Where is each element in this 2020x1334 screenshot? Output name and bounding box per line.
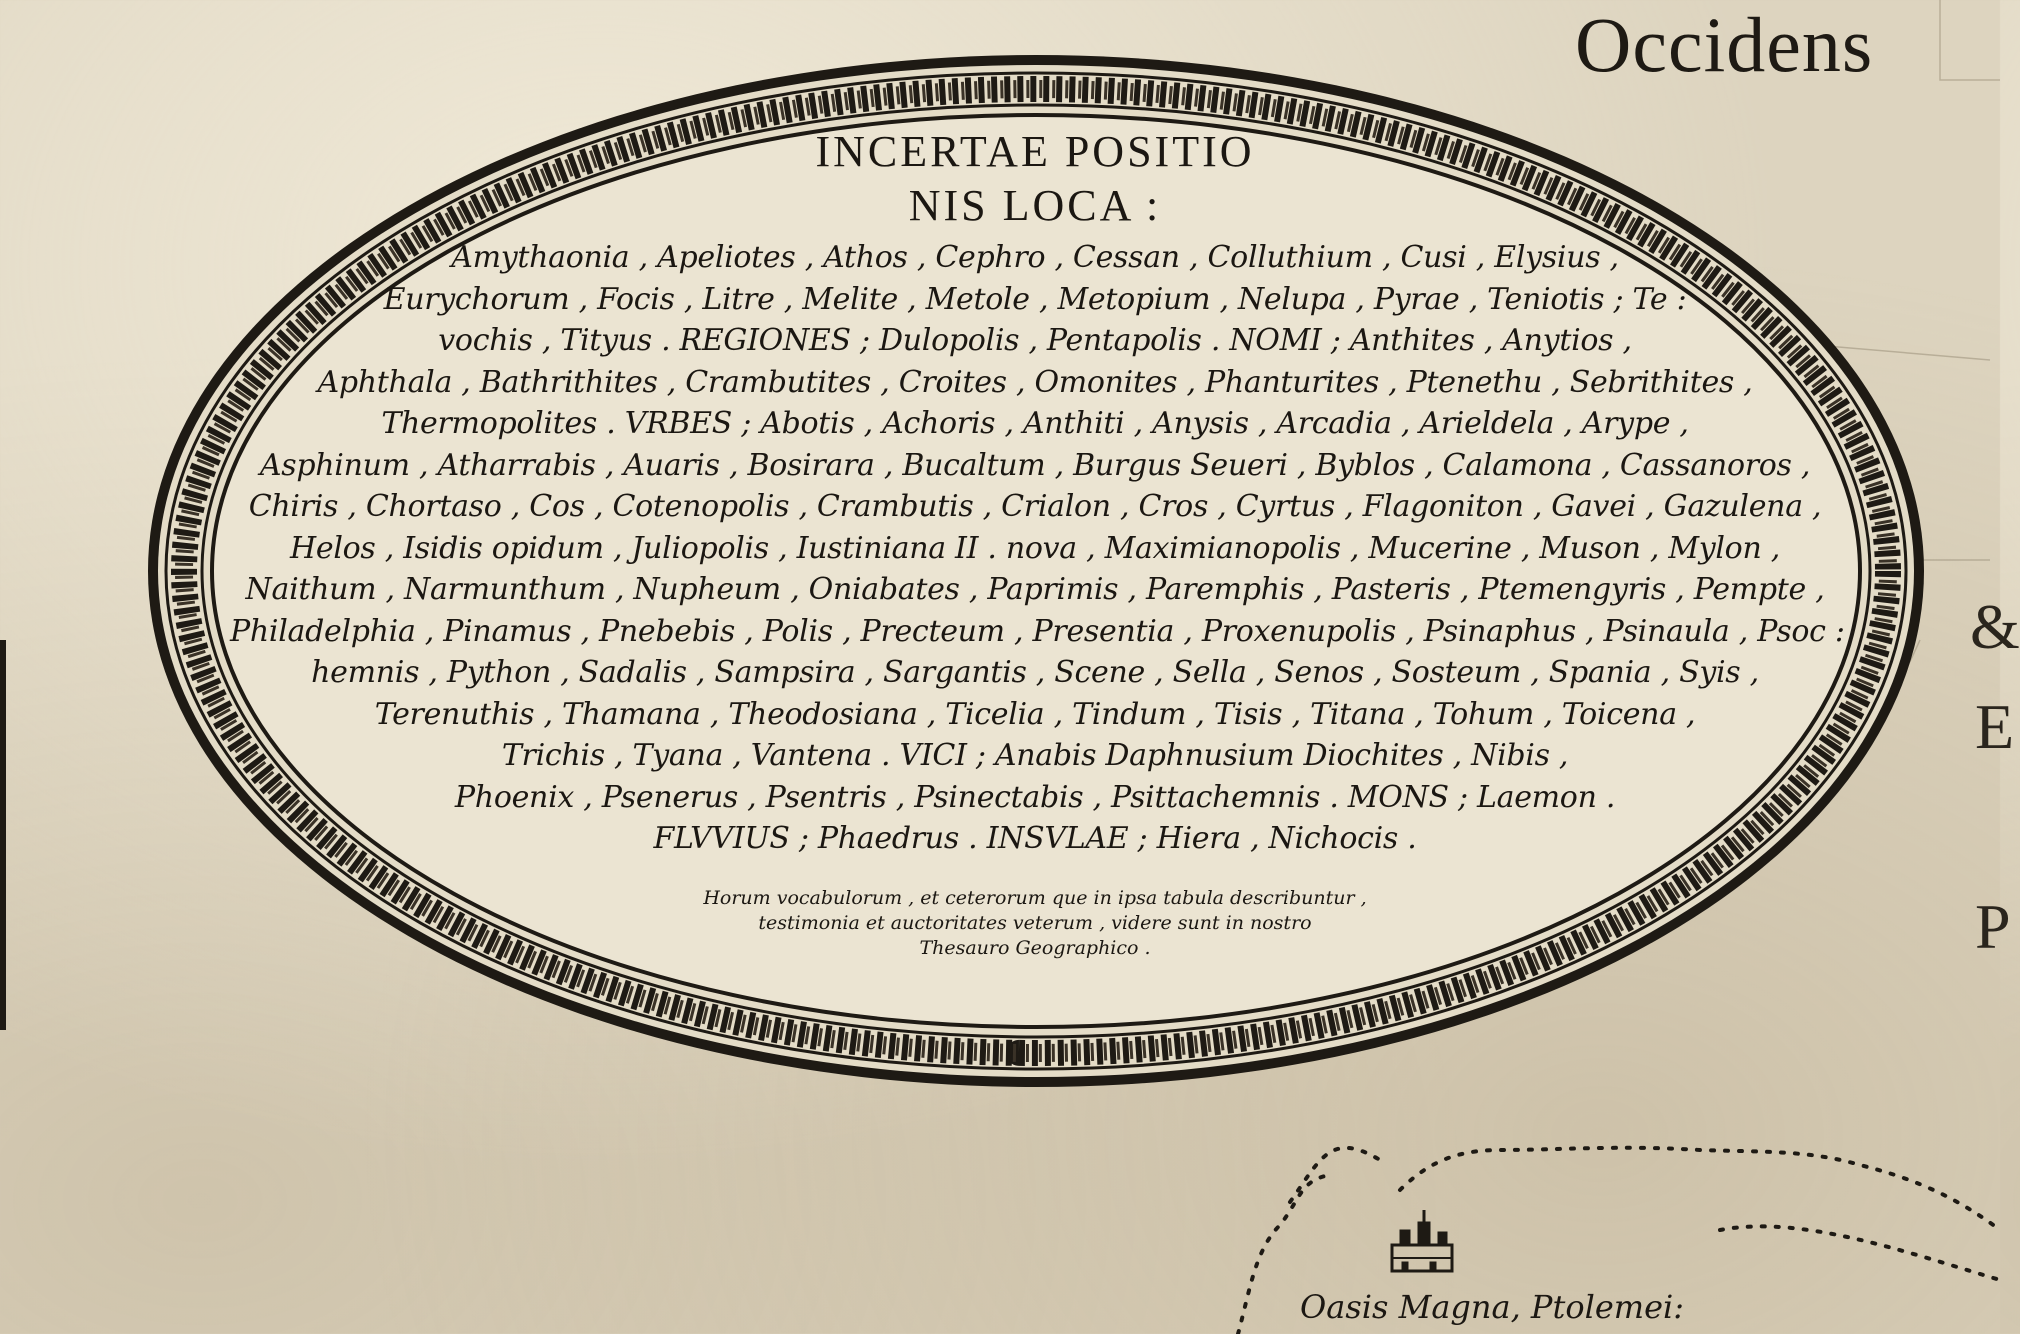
edge-letter-fragment: &	[1970, 591, 2020, 662]
place-name-line: vochis , Tityus . REGIONES ; Dulopolis , Pentapolis . NOMI ; Anthites , Anytios ,	[438, 323, 1632, 358]
map-border-rule	[0, 640, 6, 1030]
place-name-line: Asphinum , Atharrabis , Auaris , Bosirara , Bucaltum , Burgus Seueri , Byblos , Calamona , Cassanoros ,	[259, 447, 1811, 483]
place-name-line: Thermopolites . VRBES ; Abotis , Achoris , Anthiti , Anysis , Arcadia , Arieldela , Arype ,	[381, 406, 1689, 441]
place-name-line: Phoenix , Psenerus , Psentris , Psinectabis , Psittachemnis . MONS ; Laemon .	[454, 779, 1616, 815]
cartouche-text	[230, 125, 1845, 1085]
town-icon	[1392, 1210, 1452, 1271]
place-name-line: Terenuthis , Thamana , Theodosiana , Ticelia , Tindum , Tisis , Titana , Tohum , Toicena ,	[374, 696, 1696, 732]
cartouche-heading-line2: NIS LOCA :	[908, 181, 1162, 230]
place-name-line: Trichis , Tyana , Vantena . VICI ; Anabis Daphnusium Diochites , Nibis ,	[501, 738, 1569, 773]
edge-letter-fragment: P	[1975, 891, 2011, 962]
edge-letter-fragment: E	[1975, 691, 2015, 762]
place-name-line: Amythaonia , Apeliotes , Athos , Cephro , Cessan , Colluthium , Cusi , Elysius ,	[451, 240, 1619, 275]
occidens-label: Occidens	[1575, 1, 1874, 88]
cartouche-heading-line1: INCERTAE POSITIO	[815, 127, 1255, 176]
place-name-line: Naithum , Narmunthum , Nupheum , Oniabates , Paprimis , Paremphis , Pasteris , Ptemengyris , Pempte ,	[245, 572, 1825, 607]
place-name-line: FLVVIUS ; Phaedrus . INSVLAE ; Hiera , Nichocis .	[653, 821, 1417, 856]
place-name-line: hemnis , Python , Sadalis , Sampsira , Sargantis , Scene , Sella , Senos , Sosteum , Spania , Syis ,	[311, 655, 1759, 690]
place-name-line: Philadelphia , Pinamus , Pnebebis , Polis , Precteum , Presentia , Proxenupolis , Psinaphus , Psinaula , Psoc :	[230, 613, 1845, 649]
place-name-line: Eurychorum , Focis , Litre , Melite , Metole , Metopium , Nelupa , Pyrae , Teniotis ; Te :	[383, 281, 1687, 317]
footnote-line: Thesauro Geographico .	[919, 936, 1151, 959]
place-name-line: Chiris , Chortaso , Cos , Cotenopolis , Crambutis , Crialon , Cros , Cyrtus , Flagoniton , Gavei , Gazulena ,	[248, 489, 1822, 524]
footnote-line: Horum vocabulorum , et ceterorum que in ipsa tabula describuntur ,	[703, 886, 1367, 909]
place-name-line: Helos , Isidis opidum , Juliopolis , Iustiniana II . nova , Maximianopolis , Mucerine , Muson , Mylon ,	[290, 530, 1780, 566]
place-name-list	[230, 237, 1845, 860]
footnote-line: testimonia et auctoritates veterum , videre sunt in nostro	[758, 911, 1312, 934]
place-name-line: Aphthala , Bathrithites , Crambutites , Croites , Omonites , Phanturites , Ptenethu , Sebrithites ,	[317, 364, 1753, 400]
oasis-magna-label: Oasis Magna, Ptolemei:	[1300, 1288, 1685, 1326]
cartouche-footnote	[230, 886, 1840, 961]
